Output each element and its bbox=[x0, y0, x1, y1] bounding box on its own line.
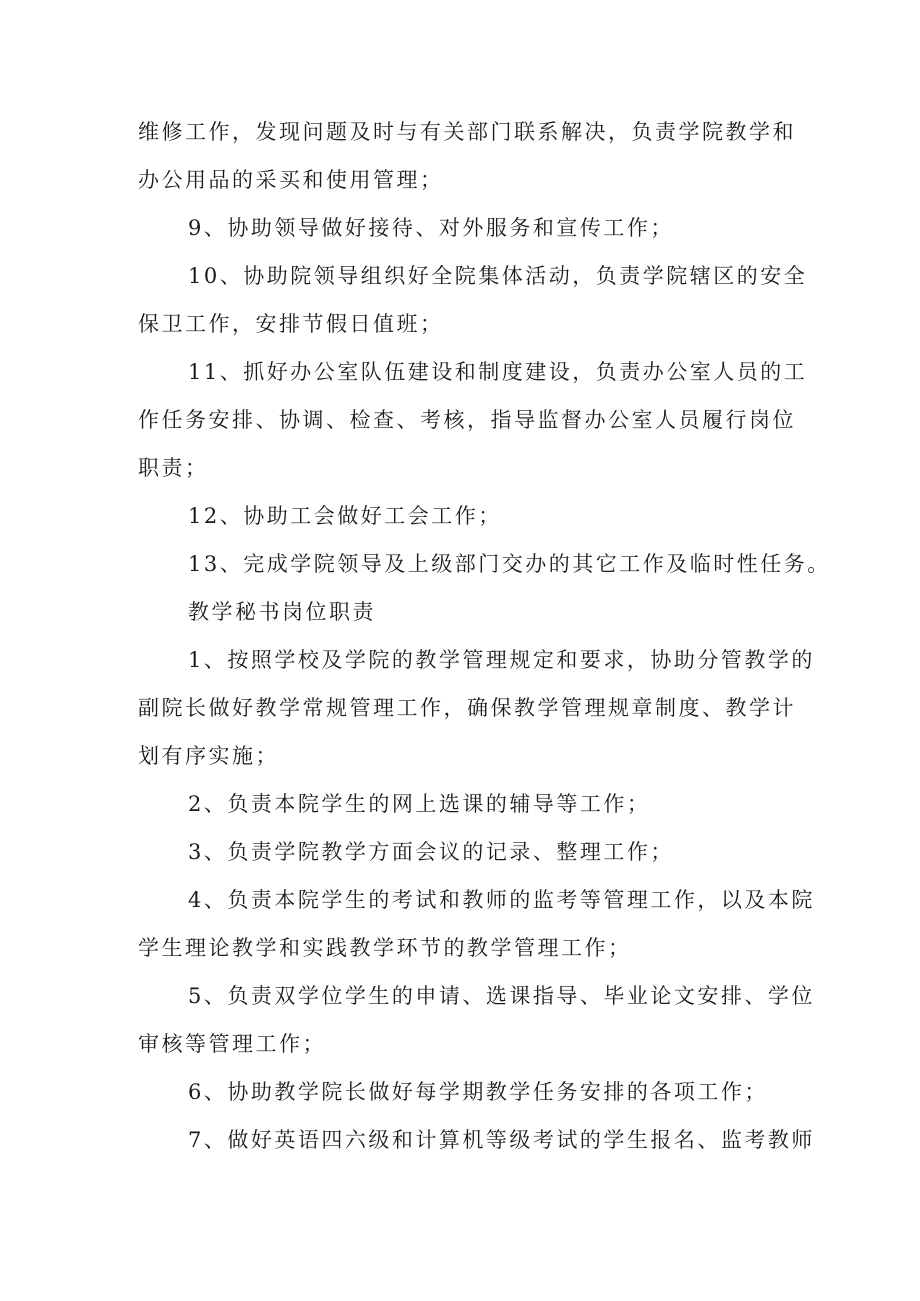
text-line: 保卫工作，安排节假日值班； bbox=[138, 312, 444, 336]
paragraph-item-4 bbox=[138, 876, 815, 972]
text-line: 9、协助领导做好接待、对外服务和宣传工作； bbox=[188, 216, 674, 240]
text-line: 10、协助院领导组织好全院集体活动，负责学院辖区的安全 bbox=[188, 264, 808, 288]
text-line: 4、负责本院学生的考试和教师的监考等管理工作，以及本院 bbox=[188, 888, 815, 912]
text-line: 办公用品的采买和使用管理； bbox=[138, 168, 444, 192]
text-line: 副院长做好教学常规管理工作，确保教学管理规章制度、教学计 bbox=[138, 696, 796, 720]
text-line: 12、协助工会做好工会工作； bbox=[188, 504, 502, 528]
text-line: 3、负责学院教学方面会议的记录、整理工作； bbox=[188, 840, 674, 864]
paragraph-item-9 bbox=[138, 204, 798, 252]
section-heading-text: 教学秘书岗位职责 bbox=[188, 600, 376, 624]
paragraph-item-6 bbox=[138, 1068, 798, 1116]
paragraph-item-11 bbox=[138, 348, 808, 492]
text-line: 维修工作，发现问题及时与有关部门联系解决，负责学院教学和 bbox=[138, 120, 796, 144]
text-line: 划有序实施； bbox=[138, 744, 279, 768]
document-body bbox=[138, 108, 831, 1164]
text-line: 学生理论教学和实践教学环节的教学管理工作； bbox=[138, 936, 632, 960]
paragraph-item-12 bbox=[138, 492, 798, 540]
paragraph-item-7 bbox=[138, 1116, 815, 1164]
paragraph-item-5 bbox=[138, 972, 815, 1068]
paragraph-item-13 bbox=[138, 540, 831, 588]
text-line: 13、完成学院领导及上级部门交办的其它工作及临时性任务。 bbox=[188, 552, 831, 576]
text-line: 6、协助教学院长做好每学期教学任务安排的各项工作； bbox=[188, 1080, 768, 1104]
text-line: 11、抓好办公室队伍建设和制度建设，负责办公室人员的工 bbox=[188, 360, 808, 384]
paragraph-item-3 bbox=[138, 828, 798, 876]
text-line: 1、按照学校及学院的教学管理规定和要求，协助分管教学的 bbox=[188, 648, 815, 672]
text-line: 2、负责本院学生的网上选课的辅导等工作； bbox=[188, 792, 651, 816]
text-line: 7、做好英语四六级和计算机等级考试的学生报名、监考教师 bbox=[188, 1128, 815, 1152]
text-line: 作任务安排、协调、检查、考核，指导监督办公室人员履行岗位 bbox=[138, 408, 796, 432]
paragraph-item-10 bbox=[138, 252, 808, 348]
text-line: 职责； bbox=[138, 456, 209, 480]
text-line: 审核等管理工作； bbox=[138, 1032, 326, 1056]
paragraph-continuation bbox=[138, 108, 798, 204]
paragraph-item-1 bbox=[138, 636, 815, 780]
text-line: 5、负责双学位学生的申请、选课指导、毕业论文安排、学位 bbox=[188, 984, 815, 1008]
paragraph-item-2 bbox=[138, 780, 798, 828]
section-heading bbox=[138, 588, 798, 636]
